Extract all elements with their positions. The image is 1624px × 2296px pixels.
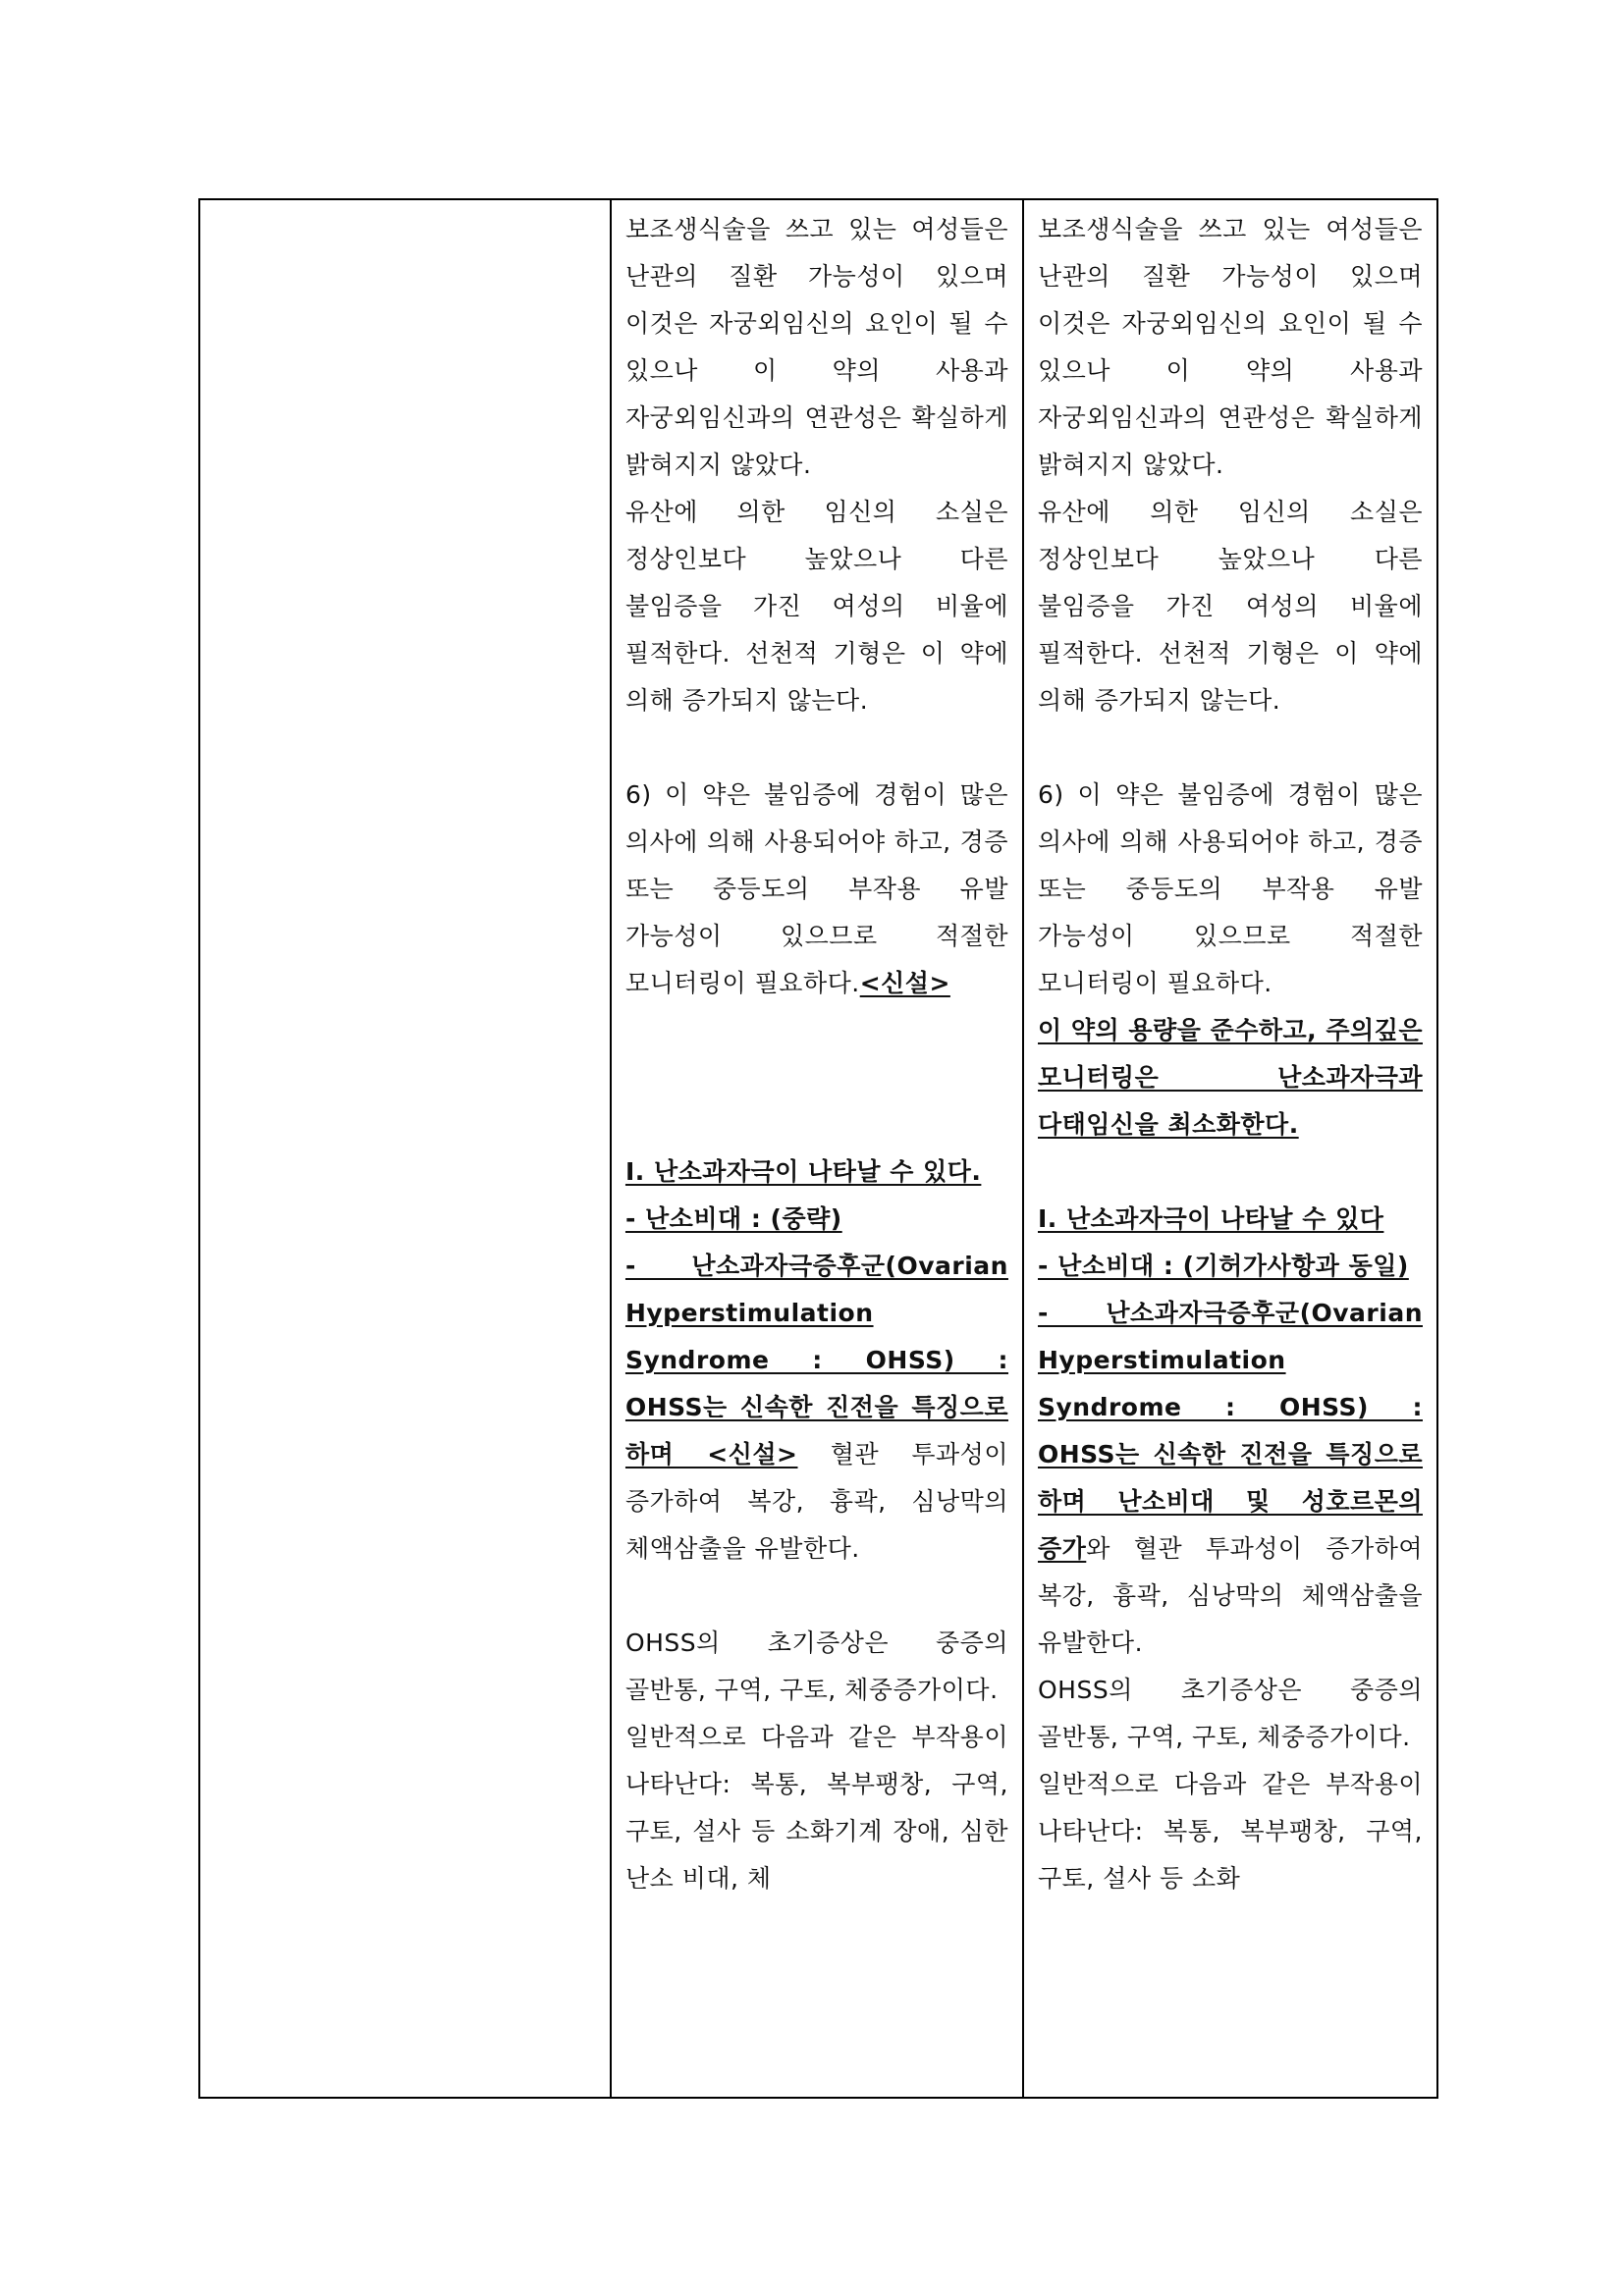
ohss-bold-text: - 난소과자극증후군(Ovarian Hyperstimulation Syndrome : OHSS) : OHSS는 신속한 진전을 특징으로 하며 <신설>	[624, 1252, 1008, 1468]
paragraph-side-effects: 일반적으로 다음과 같은 부작용이 나타난다: 복통, 복부팽창, 구역, 구토, 설사 등 소화	[1037, 1770, 1423, 1893]
middle-column	[612, 200, 1024, 2097]
paragraph-art-ectopic: 보조생식술을 쓰고 있는 여성들은 난관의 질환 가능성이 있으며 이것은 자궁외임신의 요인이 될 수 있으나 이 약의 사용과 자궁외임신과의 연관성은 확실하게 밝혀지지 않았다.	[624, 215, 1008, 479]
right-column	[1024, 200, 1436, 2097]
item-ohss	[625, 1243, 1008, 1573]
spacer	[1038, 724, 1423, 772]
paragraph-ohss-early-symptoms: OHSS의 초기증상은 중증의 골반통, 구역, 구토, 체중증가이다.	[1037, 1676, 1423, 1751]
paragraph-miscarriage: 유산에 의한 임신의 소실은 정상인보다 높았으나 다른 불임증을 가진 여성의 비율에 필적한다. 선천적 기형은 이 약에 의해 증가되지 않는다.	[1037, 498, 1423, 715]
left-column	[200, 200, 612, 2097]
item-ovarian-enlargement: - 난소비대 : (중략)	[624, 1204, 842, 1233]
spacer	[625, 1007, 1008, 1148]
item-ovarian-enlargement: - 난소비대 : (기허가사항과 동일)	[1037, 1252, 1409, 1280]
ohss-plain-text: 와 혈관 투과성이 증가하여 복강, 흉곽, 심낭막의 체액삼출을 유발한다.	[1037, 1534, 1423, 1657]
spacer	[625, 1573, 1008, 1620]
paragraph-monitoring: 6) 이 약은 불임증에 경험이 많은 의사에 의해 사용되어야 하고, 경증 또는 중등도의 부작용 유발 가능성이 있으므로 적절한 모니터링이 필요하다.	[1037, 780, 1423, 997]
paragraph-art-ectopic: 보조생식술을 쓰고 있는 여성들은 난관의 질환 가능성이 있으며 이것은 자궁외임신의 요인이 될 수 있으나 이 약의 사용과 자궁외임신과의 연관성은 확실하게 밝혀지지 않았다.	[1037, 215, 1423, 479]
paragraph-miscarriage: 유산에 의한 임신의 소실은 정상인보다 높았으나 다른 불임증을 가진 여성의 비율에 필적한다. 선천적 기형은 이 약에 의해 증가되지 않는다.	[624, 498, 1008, 715]
ohss-bold-text: - 난소과자극증후군(Ovarian Hyperstimulation Syndrome : OHSS) : OHSS는 신속한 진전을 특징으로 하며 난소비대 및 성호르몬의 증가	[1037, 1299, 1423, 1563]
ohss-plain-text: 혈관 투과성이 증가하여 복강, 흉곽, 심낭막의 체액삼출을 유발한다.	[624, 1440, 1008, 1563]
section-heading: I. 난소과자극이 나타날 수 있다	[1037, 1204, 1384, 1233]
spacer	[1038, 1148, 1423, 1196]
comparison-table	[198, 198, 1438, 2099]
spacer	[625, 724, 1008, 772]
section-heading: I. 난소과자극이 나타날 수 있다.	[624, 1157, 982, 1186]
paragraph-side-effects: 일반적으로 다음과 같은 부작용이 나타난다: 복통, 복부팽창, 구역, 구토, 설사 등 소화기계 장애, 심한 난소 비대, 체	[624, 1723, 1008, 1893]
paragraph-monitoring	[625, 772, 1008, 1007]
paragraph-dose-compliance: 이 약의 용량을 준수하고, 주의깊은 모니터링은 난소과자극과 다태임신을 최소화한다.	[1037, 1016, 1423, 1139]
monitoring-text: 6) 이 약은 불임증에 경험이 많은 의사에 의해 사용되어야 하고, 경증 또는 중등도의 부작용 유발 가능성이 있으므로 적절한 모니터링이 필요하다.	[624, 780, 1008, 997]
item-ohss	[1038, 1290, 1423, 1667]
paragraph-ohss-early-symptoms: OHSS의 초기증상은 중증의 골반통, 구역, 구토, 체중증가이다.	[624, 1629, 1008, 1704]
new-tag: <신설>	[859, 969, 950, 997]
